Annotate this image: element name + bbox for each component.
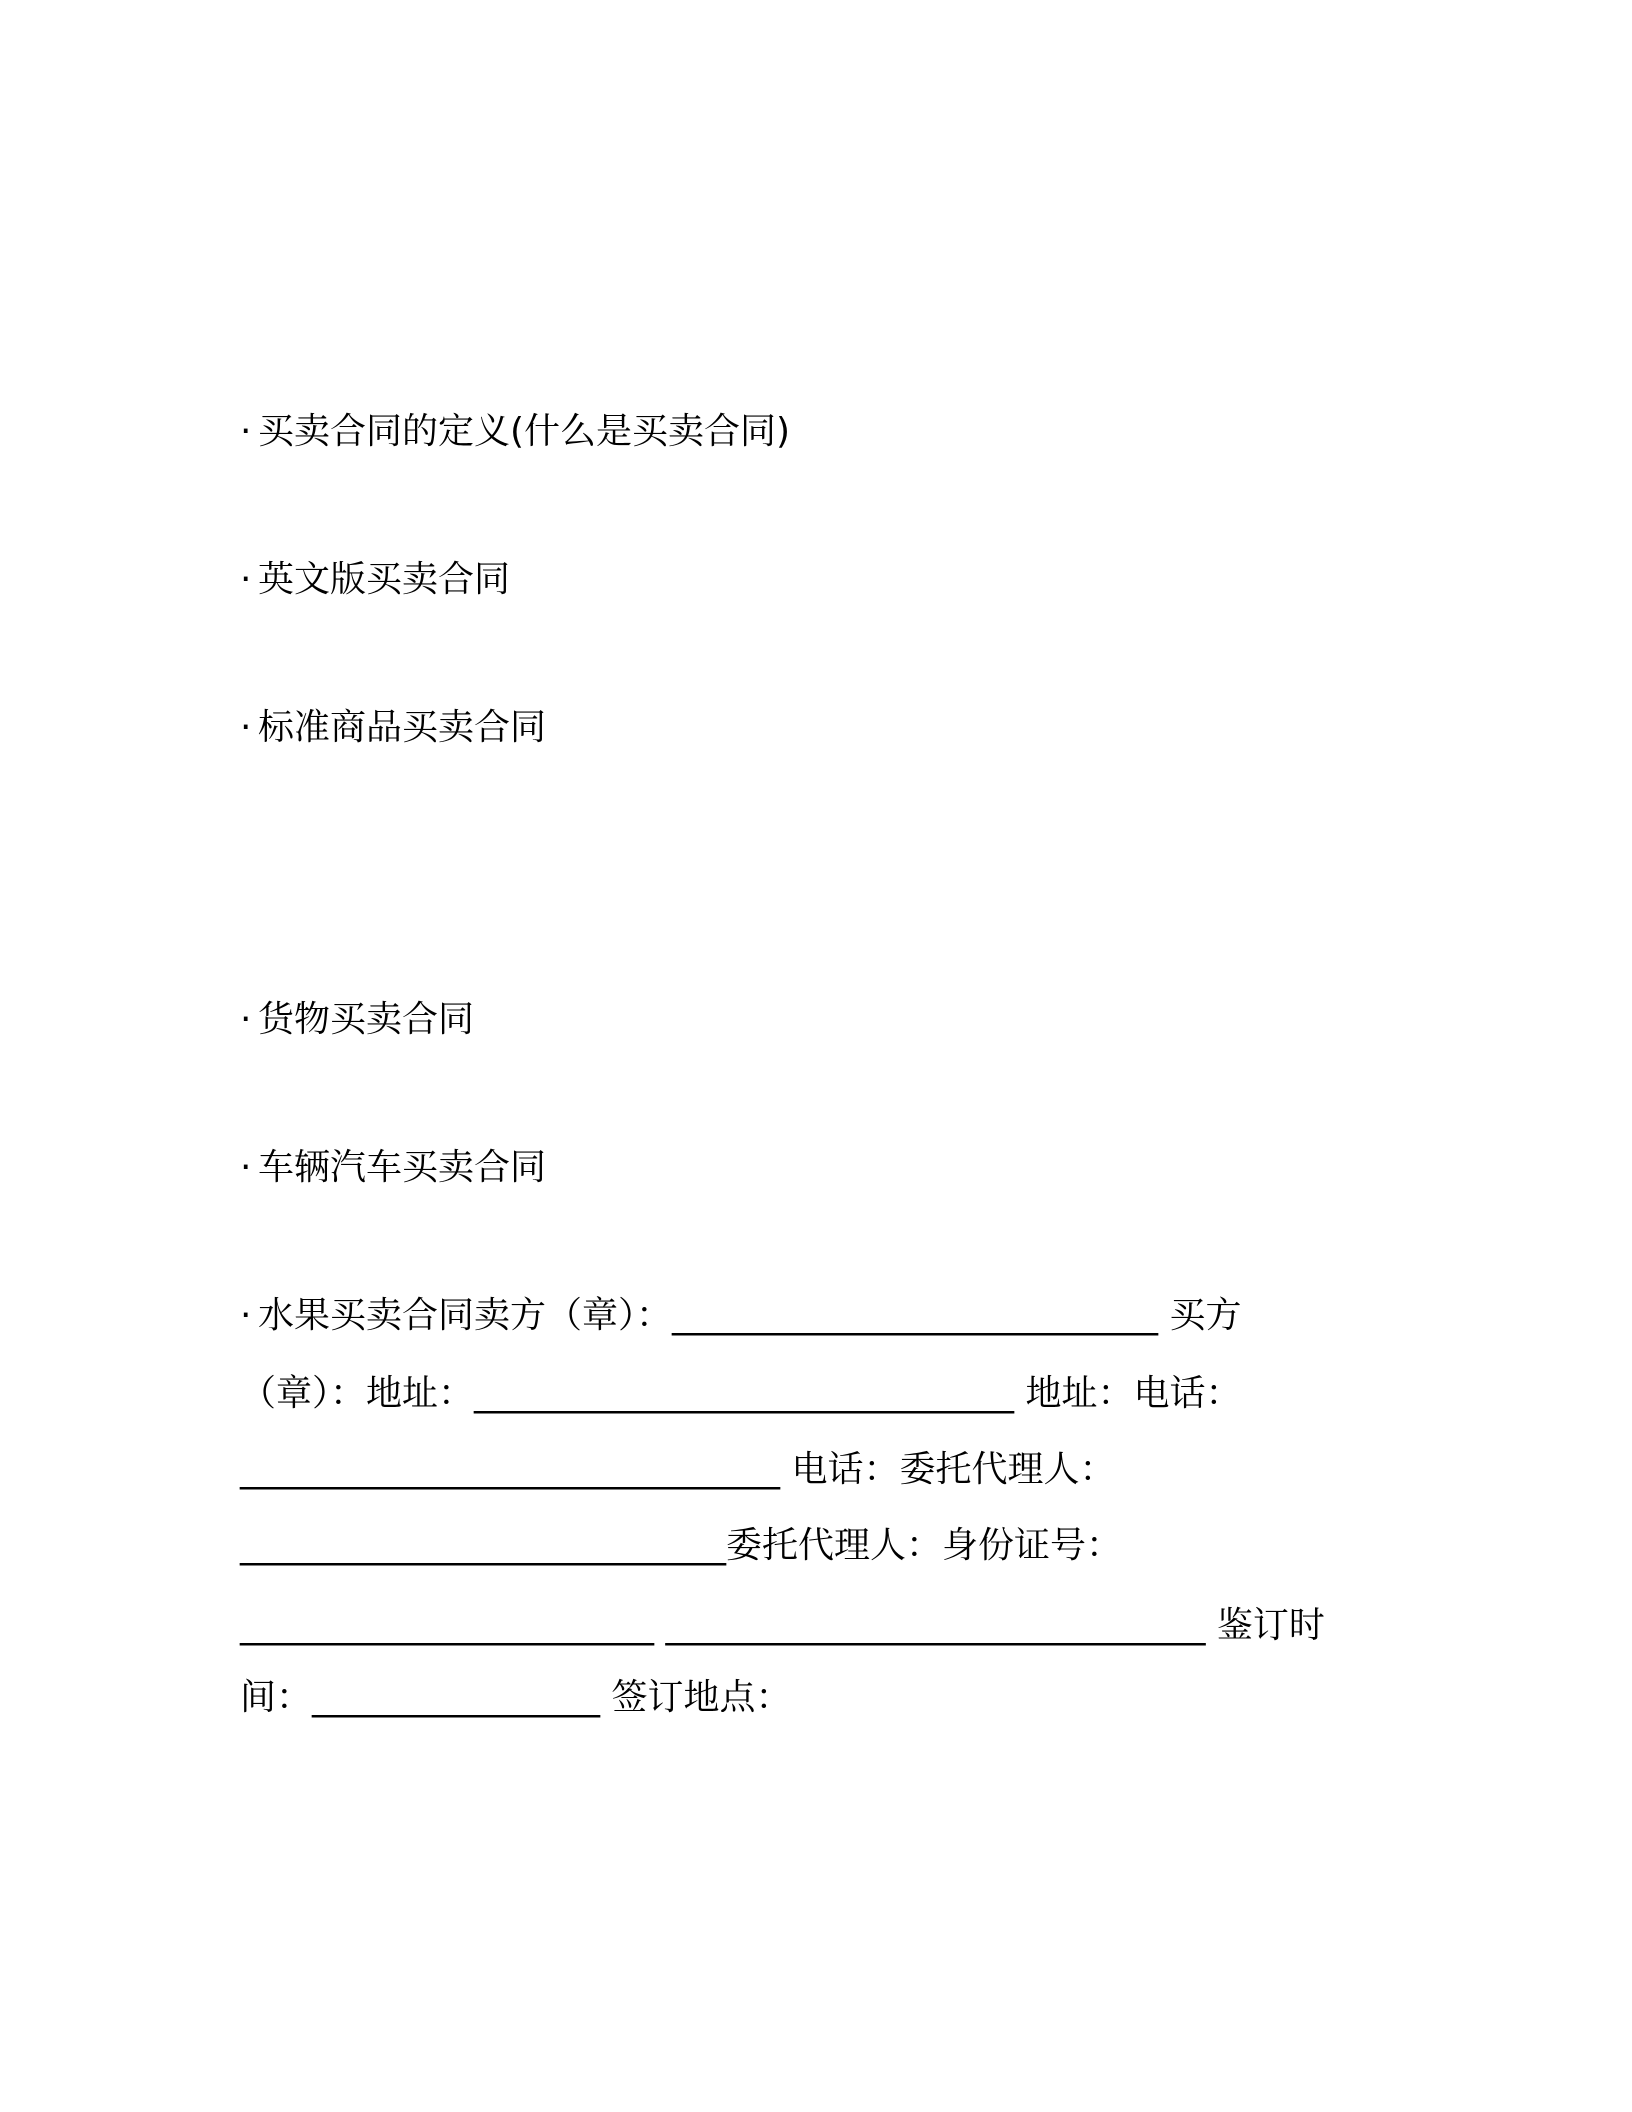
list-item — [240, 998, 474, 1042]
item-text: 标准商品买卖合同 — [258, 707, 547, 748]
form-line-text: 间：________________ 签订地点： — [240, 1677, 792, 1718]
contract-form-line — [240, 1372, 1241, 1416]
contract-form-line — [240, 1294, 1241, 1338]
list-item — [240, 706, 546, 750]
list-item — [240, 558, 510, 602]
contract-form-line — [240, 1448, 1115, 1492]
form-line-text: _______________________ ______________________________ 鉴订时 — [240, 1605, 1325, 1646]
form-line-text: ______________________________ 电话：委托代理人： — [240, 1449, 1116, 1490]
form-line-text: ___________________________委托代理人：身份证号： — [240, 1525, 1123, 1566]
bullet: · — [240, 1295, 252, 1336]
bullet: · — [240, 999, 252, 1040]
item-text: 买卖合同的定义(什么是买卖合同) — [258, 411, 791, 452]
item-text: 英文版买卖合同 — [258, 559, 511, 600]
contract-form-line — [240, 1524, 1122, 1568]
form-line-text: （章）：地址：______________________________ 地址：电话： — [240, 1373, 1242, 1414]
contract-form-line — [240, 1676, 791, 1720]
bullet: · — [240, 707, 252, 748]
bullet: · — [240, 1147, 252, 1188]
bullet: · — [240, 559, 252, 600]
bullet: · — [240, 411, 252, 452]
item-text: 货物买卖合同 — [258, 999, 475, 1040]
item-text: 车辆汽车买卖合同 — [258, 1147, 547, 1188]
form-line-text: 水果买卖合同卖方（章）：___________________________ 买方 — [258, 1295, 1242, 1336]
contract-form-line — [240, 1604, 1325, 1648]
list-item — [240, 410, 790, 454]
list-item — [240, 1146, 546, 1190]
